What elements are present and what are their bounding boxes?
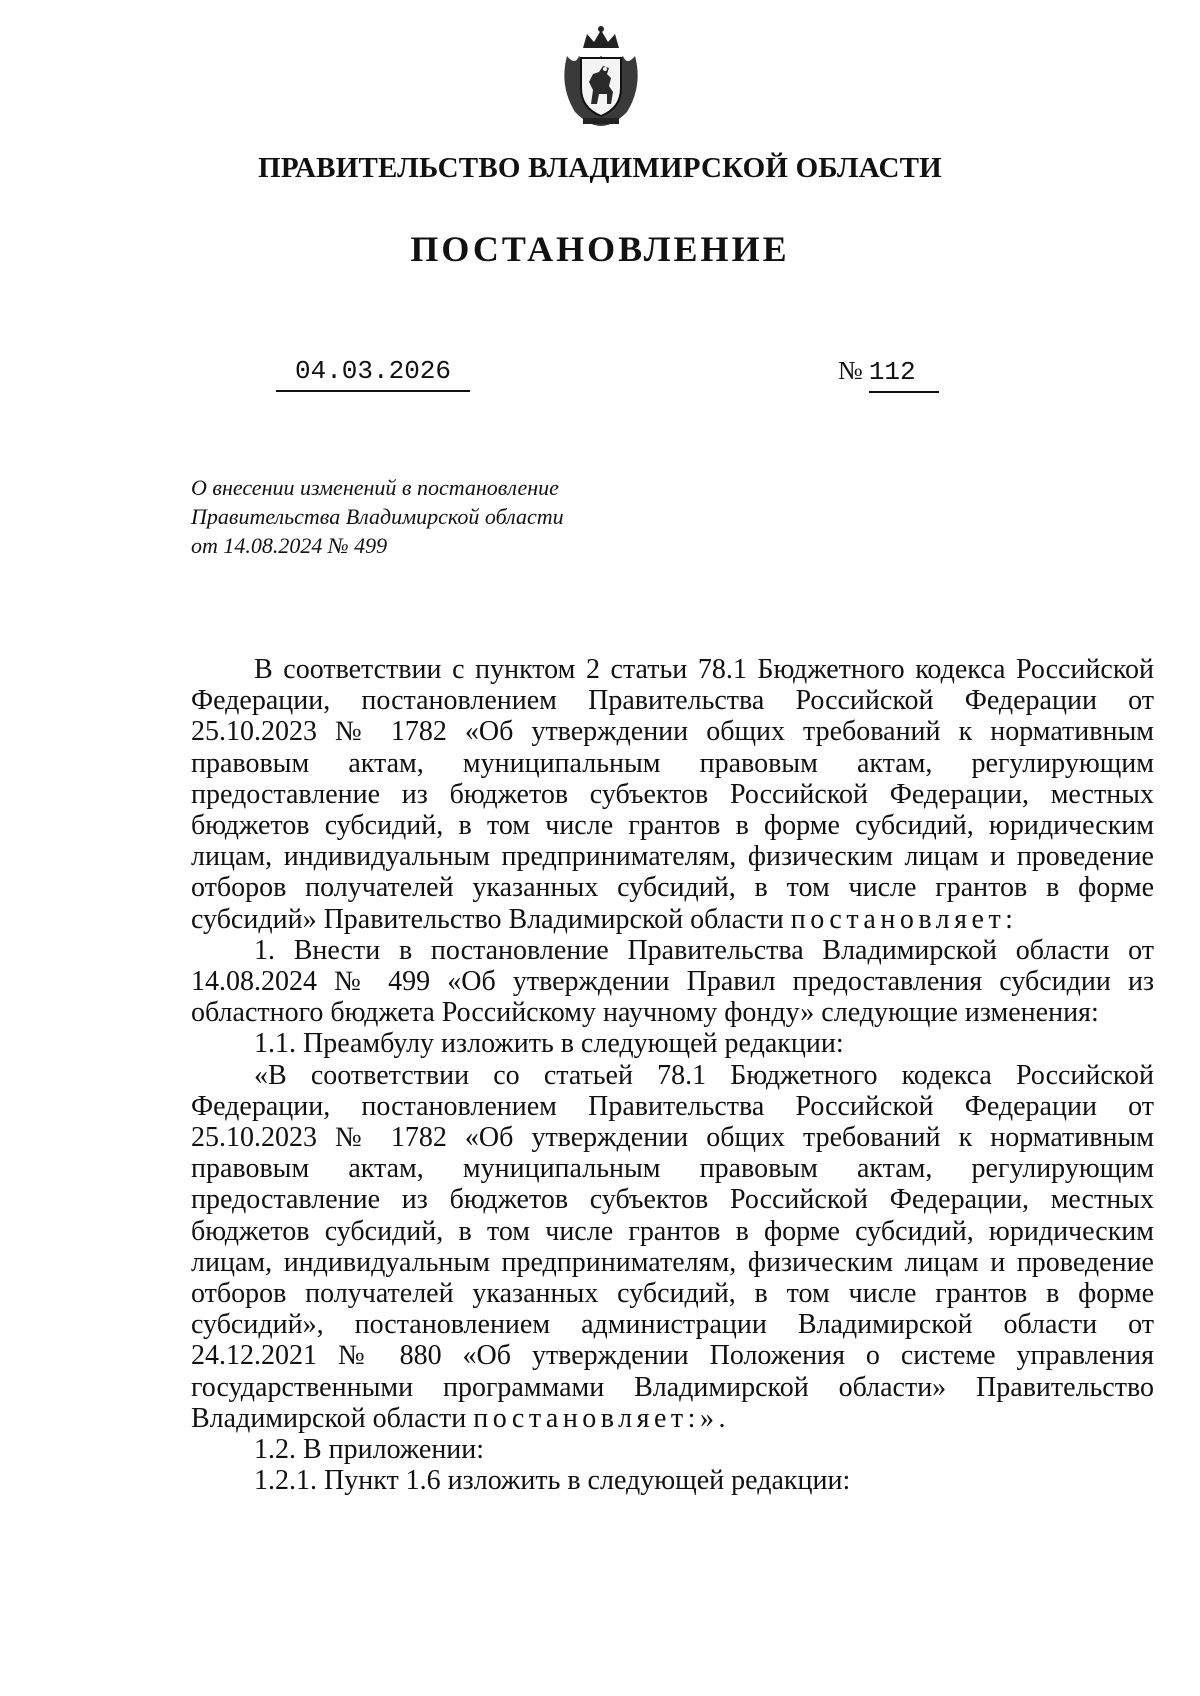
quoted-preamble-text: «В соответствии со статьей 78.1 Бюджетного кодекса Российской Федерации, постановлением Правительства Российской Федерации от 25.10.2023 № 1782 «Об утверждении общих требований к нормативным правовым актам, муниципальным правовым актам, регулирующим предоставление из бюджетов субъектов Российской Федерации, местных бюджетов субсидий, в том числе грантов в форме субсидий, юридическим лицам, индивидуальным предпринимателям, физическим лицам и проведение отборов получателей указанных субсидий, в том числе грантов в форме субсидий», постановлением администрации Владимирской области от 24.12.2021 № 880 «Об утверждении Положения о системе управления государственными программами Владимирской области» Правительство Владимирской области <box>191 1059 1154 1434</box>
paragraph-preamble <box>191 654 1154 935</box>
date-field <box>276 356 470 392</box>
document-number: 112 <box>869 357 939 393</box>
paragraph-item-1-2-1: 1.2.1. Пункт 1.6 изложить в следующей редакции: <box>254 1465 851 1497</box>
paragraph-item-1-1: 1.1. Преамбулу изложить в следующей редакции: <box>254 1028 844 1060</box>
paragraph-quoted-preamble <box>191 1060 1154 1434</box>
subject-line: О внесении изменений в постановление <box>191 475 559 500</box>
coat-of-arms-icon <box>553 26 649 130</box>
document-body <box>191 654 1154 1496</box>
resolves-word: постановляет: <box>790 903 1018 935</box>
government-title: ПРАВИТЕЛЬСТВО ВЛАДИМИРСКОЙ ОБЛАСТИ <box>258 152 942 184</box>
number-field <box>838 356 950 393</box>
document-type: ПОСТАНОВЛЕНИЕ <box>410 229 790 269</box>
document-date: 04.03.2026 <box>276 356 470 392</box>
resolves-word-quoted: постановляет:». <box>473 1402 730 1434</box>
subject-line: Правительства Владимирской области <box>191 504 564 529</box>
subject-line: от 14.08.2024 № 499 <box>191 533 388 558</box>
preamble-text: В соответствии с пунктом 2 статьи 78.1 Бюджетного кодекса Российской Федерации, постановлением Правительства Российской Федерации от 25.10.2023 № 1782 «Об утверждении общих требований к нормативным правовым актам, муниципальным правовым актам, регулирующим предоставление из бюджетов субъектов Российской Федерации, местных бюджетов субсидий, в том числе грантов в форме субсидий, юридическим лицам, индивидуальным предпринимателям, физическим лицам и проведение отборов получателей указанных субсидий, в том числе грантов в форме субсидий» Правительство Владимирской области <box>191 654 1154 935</box>
paragraph-item-1-2: 1.2. В приложении: <box>254 1434 485 1466</box>
number-sign: № <box>838 356 863 385</box>
document-subject <box>191 473 651 560</box>
paragraph-item-1: 1. Внести в постановление Правительства Владимирской области от 14.08.2024 № 499 «Об утверждении Правил предоставления субсидии из областного бюджета Российскому научному фонду» следующие изменения: <box>191 934 1154 1029</box>
